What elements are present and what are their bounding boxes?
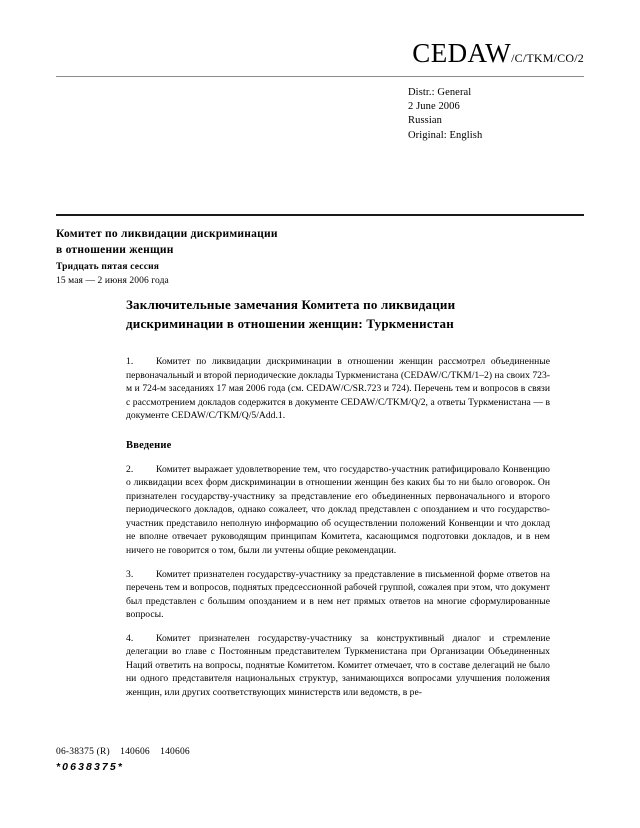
document-symbol-prefix: CEDAW [412,38,512,68]
paragraph-1-text: Комитет по ликвидации дискриминации в отношении женщин рассмотрел объединенные первоначальный и второй периодические доклады Туркменистана (CEDAW/C/TKM/1–2) на своих 723-м и 724-м заседаниях 17 мая 2006 года (см. CEDAW/C/SR.723 и 724). Перечень тем и вопросов в связи с рассмотрением докладов содержится в документе CEDAW/C/TKM/Q/2, а ответы Туркменистана — в документе CEDAW/C/TKM/Q/5/Add.1. [126,356,550,422]
section-heading-introduction: Введение [126,439,172,451]
page-title: Заключительные замечания Комитета по ликвидации дискриминации в отношении женщин: Туркменистан [126,297,456,331]
paragraph-4 [126,632,550,700]
paragraph-1 [126,355,550,423]
distribution-original: Original: English [408,129,483,141]
paragraph-2-number: 2. [126,463,134,475]
document-masthead [56,40,584,85]
distribution-date: 2 June 2006 [408,101,460,113]
paragraph-2-text: Комитет выражает удовлетворение тем, что государство-участник ратифицировало Конвенцию о ликвидации всех форм дискриминации в отношении женщин без каких бы то ни было оговорок. Он признателен государству-участнику за представление его объединенных первоначального и второго периодического докладов, однако сожалеет, что доклад представлен с опозданием и что государство-участник представило неполную информацию об осуществлении положений Конвенции и что доклад не вполне отвечает руководящим принципам Комитета, касающимся подготовки докладов, и в нем ничего не говорится о том, были ли учтены общие рекомендации. [126,463,550,557]
committee-title-line2: в отношении женщин [56,243,174,256]
masthead-divider [56,76,584,77]
document-symbol-suffix: /C/TKM/CO/2 [511,51,584,65]
distribution-distr: Distr.: General [408,87,472,98]
paragraph-3 [126,568,550,622]
document-body [126,296,550,709]
paragraph-3-number: 3. [126,568,134,580]
committee-dates: 15 мая — 2 июня 2006 года [56,276,169,286]
paragraph-4-text: Комитет признателен государству-участнику за конструктивный диалог и стремление делегации во главе с Постоянным представителем Туркменистана при Организации Объединенных Наций ответить на вопросы, поднятые Комитетом. Комитет отмечает, что в составе делегаций не было ни одного представителя национальных структур, занимающихся вопросами улучшения положения женщин, или других соответствующих министерств или ведомств, в ре- [126,632,550,698]
committee-divider [56,214,584,216]
paragraph-4-number: 4. [126,632,134,644]
paragraph-3-text: Комитет признателен государству-участнику за представление в письменной форме ответов на перечень тем и вопросов, поднятых предсессионной рабочей группой, сожалея при этом, что документ был представлен с большим опозданием и в нем нет прямых ответов на многие сформулированные вопросы. [126,568,550,621]
footer-barcode: *0638375* [56,761,124,773]
committee-title [56,227,584,258]
paragraph-2 [126,463,550,558]
document-symbol [56,40,584,67]
distribution-block [408,86,482,143]
committee-title-line1: Комитет по ликвидации дискриминации [56,228,278,240]
paragraph-1-number: 1. [126,356,134,367]
distribution-language: Russian [408,115,442,127]
footer-reference: 06-38375 (R) 140606 140606 [56,747,190,757]
committee-block [56,214,584,288]
document-footer [56,746,584,774]
committee-session: Тридцать пятая сессия [56,262,160,272]
